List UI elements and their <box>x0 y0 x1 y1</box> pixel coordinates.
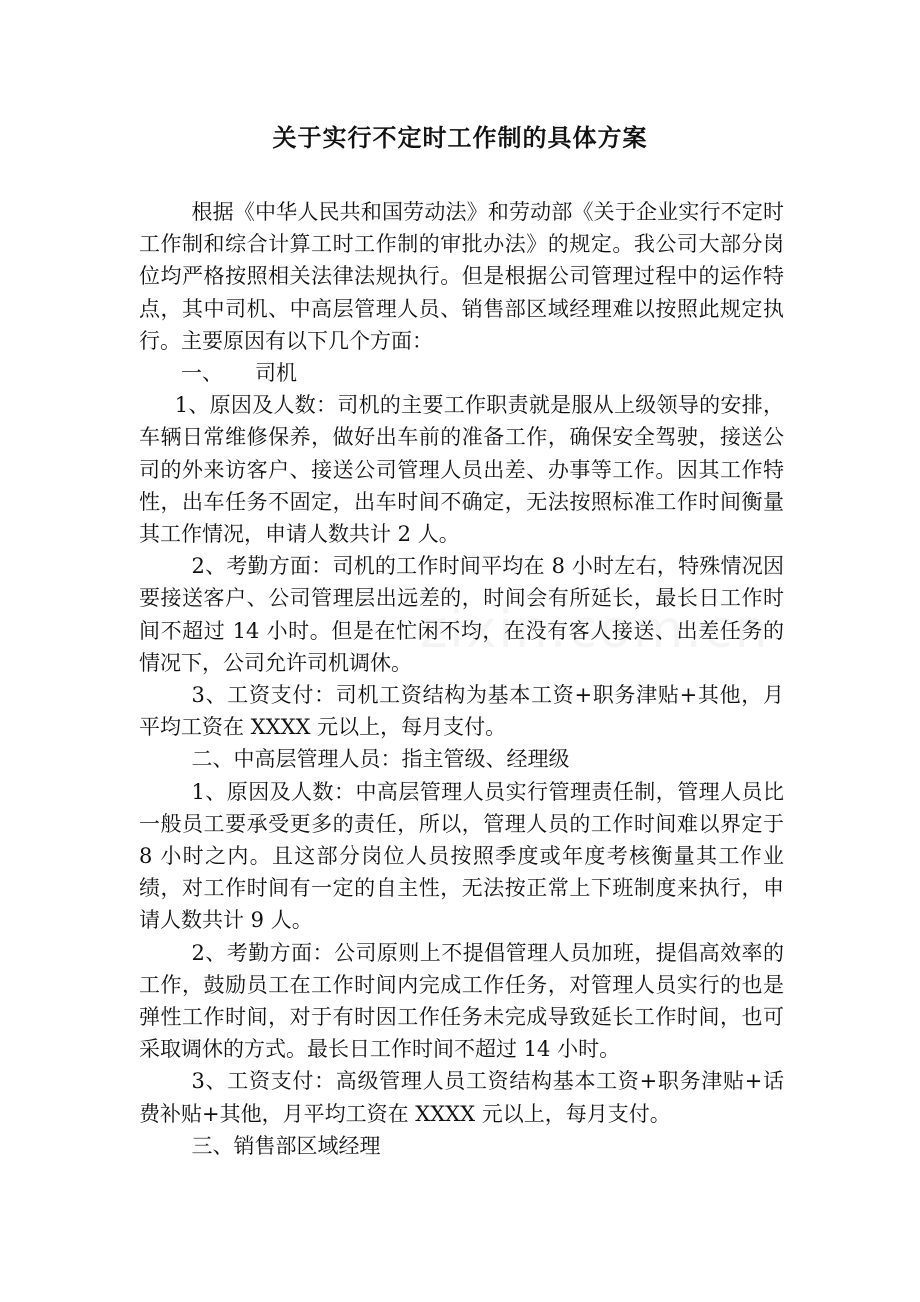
document-body <box>139 196 784 1162</box>
paragraph-managers-attendance: 2、考勤方面：公司原则上不提倡管理人员加班，提倡高效率的工作，鼓励员工在工作时间内完成工作任务，对管理人员实行的也是弹性工作时间，对于有时因工作任务未完成导致延长工作时间，也可采取调休的方式。最长日工作时间不超过 14 小时。 <box>139 940 784 1062</box>
document-title: 关于实行不定时工作制的具体方案 <box>272 123 648 152</box>
section-number: 一、 <box>181 361 223 386</box>
section-heading-regional-managers: 三、销售部区域经理 <box>191 1133 381 1158</box>
paragraph-drivers-pay: 3、工资支付：司机工资结构为基本工资+职务津贴+其他，月平均工资在 XXXX 元以上，每月支付。 <box>139 683 784 740</box>
section-heading-drivers <box>139 357 784 389</box>
paragraph-managers-pay: 3、工资支付：高级管理人员工资结构基本工资+职务津贴+话费补贴+其他，月平均工资在 XXXX 元以上，每月支付。 <box>139 1069 784 1126</box>
paragraph-drivers-attendance: 2、考勤方面：司机的工作时间平均在 8 小时左右，特殊情况因要接送客户、公司管理层出远差的，时间会有所延长，最长日工作时间不超过 14 小时。但是在忙闲不均，在没有客人接送、出差任务的情况下，公司允许司机调休。 <box>139 554 784 675</box>
paragraph-managers-reason: 1、原因及人数：中高层管理人员实行管理责任制，管理人员比一般员工要承受更多的责任，所以，管理人员的工作时间难以界定于 8 小时之内。且这部分岗位人员按照季度或年度考核衡量其工作业绩，对工作时间有一定的自主性，无法按正常上下班制度来执行，申请人数共计 9 人。 <box>139 779 784 933</box>
paragraph-drivers-reason: 1、原因及人数：司机的主要工作职责就是服从上级领导的安排，车辆日常维修保养，做好出车前的准备工作，确保安全驾驶，接送公司的外来访客户、接送公司管理人员出差、办事等工作。因其工作特性，出车任务不固定，出车时间不确定，无法按照标准工作时间衡量其工作情况，申请人数共计 2 人。 <box>139 393 784 547</box>
section-title: 司机 <box>255 361 297 386</box>
intro-paragraph: 根据《中华人民共和国劳动法》和劳动部《关于企业实行不定时工作制和综合计算工时工作制的审批办法》的规定。我公司大部分岗位均严格按照相关法律法规执行。但是根据公司管理过程中的运作特点，其中司机、中高层管理人员、销售部区域经理难以按照此规定执行。主要原因有以下几个方面： <box>139 200 784 353</box>
section-heading-managers: 二、中高层管理人员：指主管级、经理级 <box>191 747 570 772</box>
